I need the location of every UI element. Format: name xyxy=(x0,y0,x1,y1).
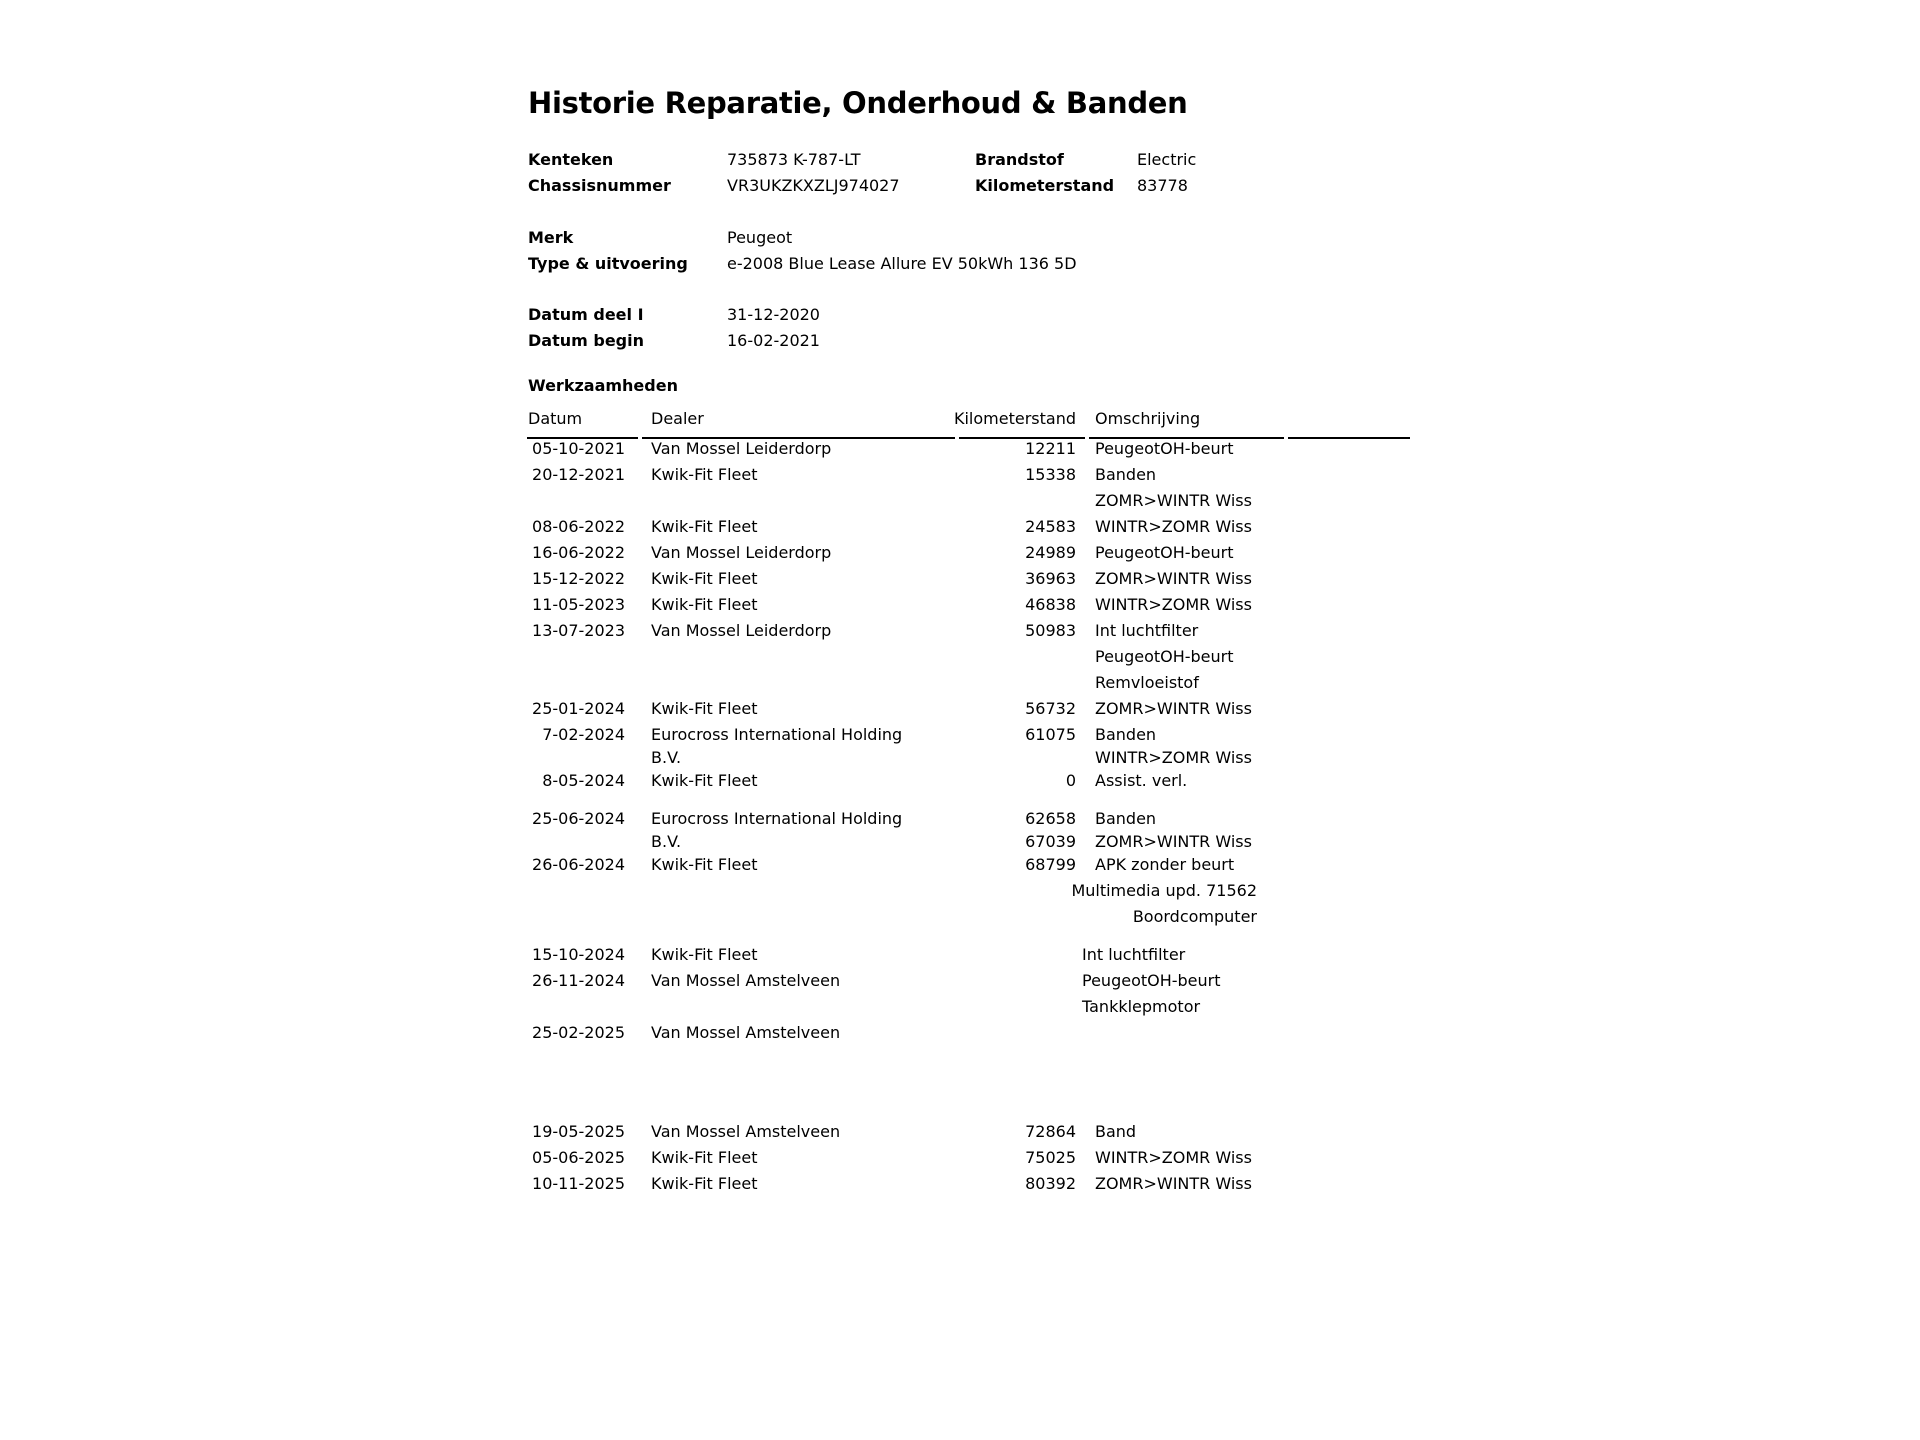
type-uitvoering-label: Type & uitvoering xyxy=(528,254,688,273)
datum-begin-label: Datum begin xyxy=(528,331,644,350)
cell-kilometerstand: 72864 xyxy=(1025,1122,1076,1141)
cell-dealer: Kwik-Fit Fleet xyxy=(651,517,758,536)
cell-dealer: Van Mossel Leiderdorp xyxy=(651,439,832,458)
table-row xyxy=(528,696,1420,722)
brandstof-label: Brandstof xyxy=(975,150,1064,169)
kilometerstand-value: 83778 xyxy=(1137,176,1188,195)
cell-kilometerstand: 15338 xyxy=(1025,465,1076,484)
table-row xyxy=(528,566,1420,592)
table-row xyxy=(528,1119,1420,1145)
cell-kilometerstand: 24989 xyxy=(1025,543,1076,562)
cell-datum: 20-12-2021 xyxy=(532,465,625,484)
table-header-row xyxy=(528,406,1420,432)
datum-deel1-value: 31-12-2020 xyxy=(727,305,820,324)
cell-omschrijving: Banden xyxy=(1095,809,1157,828)
work-table-body xyxy=(528,436,1420,1197)
cell-dealer: Van Mossel Amstelveen xyxy=(651,1122,841,1141)
cell-dealer: Kwik-Fit Fleet xyxy=(651,1174,758,1193)
cell-kilometerstand: 56732 xyxy=(1025,699,1076,718)
cell-kilometerstand: 12211 xyxy=(1025,439,1076,458)
table-row xyxy=(528,722,1420,748)
cell-dealer: Kwik-Fit Fleet xyxy=(651,855,758,874)
cell-omschrijving: ZOMR>WINTR Wiss xyxy=(1095,491,1252,510)
cell-omschrijving: Int luchtfilter xyxy=(1095,621,1199,640)
table-row xyxy=(528,592,1420,618)
cell-datum: 26-06-2024 xyxy=(532,855,625,874)
cell-omschrijving: APK zonder beurt xyxy=(1095,855,1235,874)
col-header-omschrijving: Omschrijving xyxy=(1095,409,1201,428)
werkzaamheden-heading: Werkzaamheden xyxy=(528,376,678,395)
cell-datum: 16-06-2022 xyxy=(532,543,625,562)
cell-dealer: Kwik-Fit Fleet xyxy=(651,945,758,964)
cell-datum: 8-05-2024 xyxy=(542,771,625,790)
table-row xyxy=(528,618,1420,644)
col-header-kilometerstand: Kilometerstand xyxy=(953,409,1076,428)
cell-omschrijving: Tankklepmotor xyxy=(1082,997,1201,1016)
cell-datum: 26-11-2024 xyxy=(532,971,625,990)
cell-dealer: Kwik-Fit Fleet xyxy=(651,465,758,484)
cell-omschrijving: WINTR>ZOMR Wiss xyxy=(1095,748,1252,767)
cell-omschrijving: Int luchtfilter xyxy=(1082,945,1186,964)
table-row xyxy=(528,768,1420,794)
cell-omschrijving: ZOMR>WINTR Wiss xyxy=(1095,569,1252,588)
cell-omschrijving: PeugeotOH-beurt xyxy=(1095,439,1234,458)
cell-datum: 10-11-2025 xyxy=(532,1174,625,1193)
cell-kilometerstand: 46838 xyxy=(1025,595,1076,614)
cell-datum: 7-02-2024 xyxy=(542,725,625,744)
kenteken-label: Kenteken xyxy=(528,150,614,169)
cell-kilometerstand: 24583 xyxy=(1025,517,1076,536)
kilometerstand-label: Kilometerstand xyxy=(975,176,1115,195)
cell-datum: 19-05-2025 xyxy=(532,1122,625,1141)
cell-datum: 08-06-2022 xyxy=(532,517,625,536)
cell-kilometerstand: 67039 xyxy=(1025,832,1076,851)
table-row xyxy=(528,1171,1420,1197)
brandstof-value: Electric xyxy=(1137,150,1197,169)
cell-omschrijving-right: Multimedia upd. 71562 xyxy=(1071,881,1257,900)
table-row-continuation xyxy=(528,832,1420,852)
datum-begin-value: 16-02-2021 xyxy=(727,331,820,350)
type-uitvoering-value: e-2008 Blue Lease Allure EV 50kWh 136 5D xyxy=(727,254,1077,273)
cell-datum: 05-10-2021 xyxy=(532,439,625,458)
cell-omschrijving: ZOMR>WINTR Wiss xyxy=(1095,1174,1252,1193)
cell-omschrijving: ZOMR>WINTR Wiss xyxy=(1095,832,1252,851)
cell-kilometerstand: 80392 xyxy=(1025,1174,1076,1193)
table-row xyxy=(528,806,1420,832)
cell-dealer: B.V. xyxy=(651,748,682,767)
cell-kilometerstand: 68799 xyxy=(1025,855,1076,874)
cell-datum: 25-02-2025 xyxy=(532,1023,625,1042)
cell-omschrijving: PeugeotOH-beurt xyxy=(1082,971,1221,990)
table-row xyxy=(528,852,1420,878)
cell-datum: 15-10-2024 xyxy=(532,945,625,964)
cell-omschrijving: Banden xyxy=(1095,725,1157,744)
cell-omschrijving: WINTR>ZOMR Wiss xyxy=(1095,1148,1252,1167)
cell-datum: 15-12-2022 xyxy=(532,569,625,588)
cell-kilometerstand: 75025 xyxy=(1025,1148,1076,1167)
table-row xyxy=(528,968,1420,994)
cell-dealer: Van Mossel Amstelveen xyxy=(651,1023,841,1042)
cell-omschrijving: Banden xyxy=(1095,465,1157,484)
table-row xyxy=(528,1020,1420,1046)
cell-dealer: Van Mossel Leiderdorp xyxy=(651,621,832,640)
col-header-dealer: Dealer xyxy=(651,409,704,428)
cell-datum: 25-06-2024 xyxy=(532,809,625,828)
table-row xyxy=(528,1145,1420,1171)
page-title: Historie Reparatie, Onderhoud & Banden xyxy=(528,86,1188,120)
merk-label: Merk xyxy=(528,228,574,247)
chassisnummer-label: Chassisnummer xyxy=(528,176,671,195)
table-row-continuation xyxy=(528,994,1420,1020)
cell-datum: 13-07-2023 xyxy=(532,621,625,640)
table-row xyxy=(528,540,1420,566)
cell-omschrijving: WINTR>ZOMR Wiss xyxy=(1095,517,1252,536)
cell-datum: 25-01-2024 xyxy=(532,699,625,718)
table-row-continuation xyxy=(528,748,1420,768)
cell-omschrijving: PeugeotOH-beurt xyxy=(1095,543,1234,562)
cell-omschrijving-right: Boordcomputer xyxy=(1132,907,1257,926)
table-row-continuation xyxy=(528,904,1420,930)
cell-dealer: Kwik-Fit Fleet xyxy=(651,771,758,790)
table-row-continuation xyxy=(528,644,1420,670)
cell-kilometerstand: 50983 xyxy=(1025,621,1076,640)
cell-dealer: Kwik-Fit Fleet xyxy=(651,1148,758,1167)
cell-dealer: Kwik-Fit Fleet xyxy=(651,569,758,588)
cell-dealer: Van Mossel Leiderdorp xyxy=(651,543,832,562)
cell-datum: 11-05-2023 xyxy=(532,595,625,614)
cell-kilometerstand: 0 xyxy=(1065,771,1076,790)
col-header-datum: Datum xyxy=(528,409,583,428)
table-row xyxy=(528,942,1420,968)
table-row-continuation xyxy=(528,670,1420,696)
datum-deel1-label: Datum deel I xyxy=(528,305,644,324)
cell-kilometerstand: 61075 xyxy=(1025,725,1076,744)
cell-dealer: Van Mossel Amstelveen xyxy=(651,971,841,990)
cell-dealer: B.V. xyxy=(651,832,682,851)
cell-omschrijving: ZOMR>WINTR Wiss xyxy=(1095,699,1252,718)
cell-dealer: Kwik-Fit Fleet xyxy=(651,699,758,718)
table-row xyxy=(528,462,1420,488)
table-row-continuation xyxy=(528,878,1420,904)
work-table-header xyxy=(528,406,1420,432)
cell-kilometerstand: 62658 xyxy=(1025,809,1076,828)
cell-dealer: Eurocross International Holding xyxy=(651,809,903,828)
cell-omschrijving: PeugeotOH-beurt xyxy=(1095,647,1234,666)
table-row xyxy=(528,436,1420,462)
cell-kilometerstand: 36963 xyxy=(1025,569,1076,588)
merk-value: Peugeot xyxy=(727,228,793,247)
cell-omschrijving: Band xyxy=(1095,1122,1137,1141)
cell-dealer: Eurocross International Holding xyxy=(651,725,903,744)
cell-dealer: Kwik-Fit Fleet xyxy=(651,595,758,614)
table-row xyxy=(528,514,1420,540)
kenteken-value: 735873 K-787-LT xyxy=(727,150,861,169)
cell-omschrijving: WINTR>ZOMR Wiss xyxy=(1095,595,1252,614)
table-row-continuation xyxy=(528,488,1420,514)
cell-omschrijving: Assist. verl. xyxy=(1095,771,1188,790)
cell-omschrijving: Remvloeistof xyxy=(1095,673,1199,692)
chassisnummer-value: VR3UKZKXZLJ974027 xyxy=(727,176,900,195)
cell-datum: 05-06-2025 xyxy=(532,1148,625,1167)
